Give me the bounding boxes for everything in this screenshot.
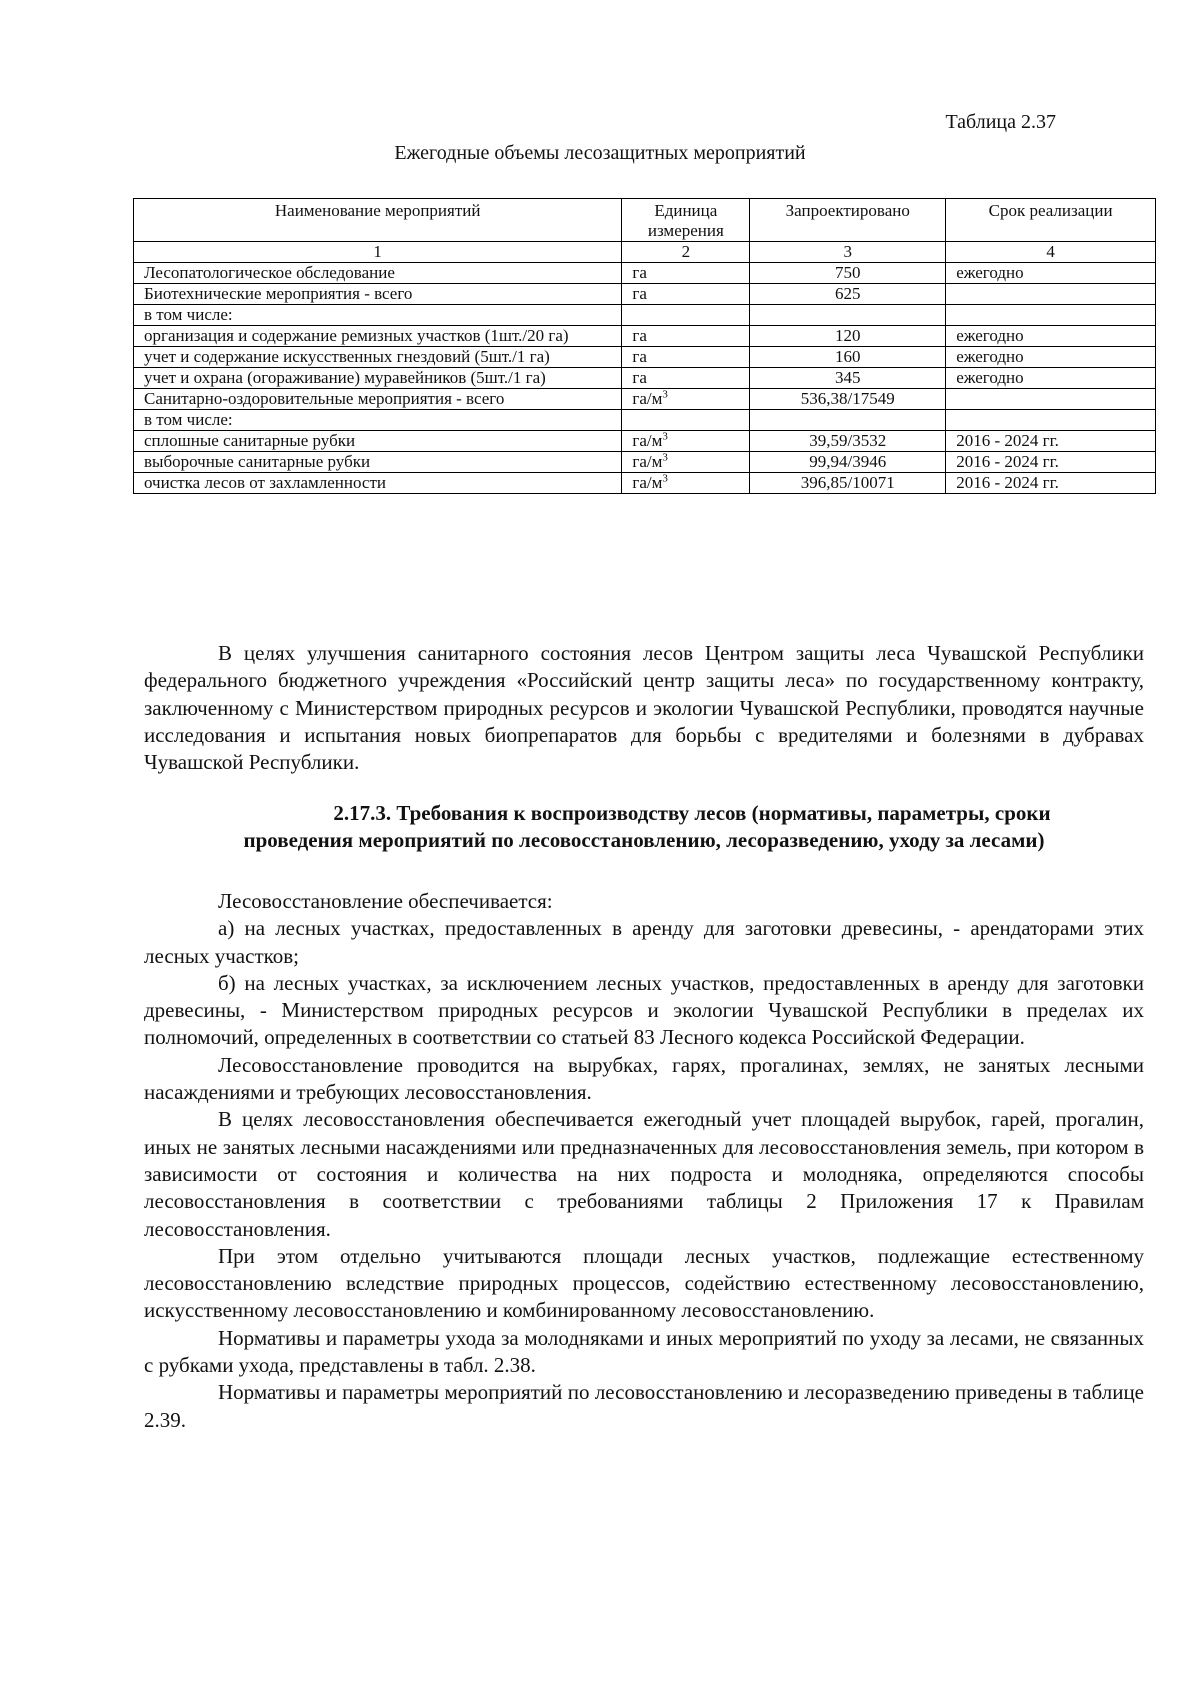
unit-superscript: 3 [662,451,668,464]
cell-term: ежегодно [946,263,1156,284]
main-text [144,888,1144,1434]
unit-superscript: 3 [662,388,668,401]
col-number: 1 [134,242,622,263]
cell-term: 2016 - 2024 гг. [946,431,1156,452]
cell-planned: 536,38/17549 [750,389,946,410]
unit-text: га [632,368,647,387]
cell-name: выборочные санитарные рубки [134,452,622,473]
cell-name: Санитарно-оздоровительные мероприятия - всего [134,389,622,410]
cell-name: учет и содержание искусственных гнездовий (5шт./1 га) [134,347,622,368]
table-body [134,263,1156,494]
cell-planned: 750 [750,263,946,284]
cell-term: 2016 - 2024 гг. [946,473,1156,494]
cell-planned: 625 [750,284,946,305]
table-row [134,452,1156,473]
cell-name: в том числе: [134,410,622,431]
cell-unit [622,263,750,284]
cell-unit [622,389,750,410]
paragraph: Нормативы и параметры ухода за молодняками и иных мероприятий по уходу за лесами, не связанных с рубками ухода, представлены в табл. 2.38. [144,1325,1144,1378]
table-row [134,473,1156,494]
cell-planned [750,410,946,431]
col-number: 3 [750,242,946,263]
paragraph: б) на лесных участках, за исключением лесных участков, предоставленных в аренду для заготовки древесины, - Министерством природных ресурсов и экологии Чувашской Республики в пределах их полномочий, определенных в соответствии со статьей 83 Лесного кодекса Российской Федерации. [144,970,1144,1050]
section-heading-line: 2.17.3. Требования к воспроизводству лесов (нормативы, параметры, сроки [333,801,1051,825]
header-unit: Единица измерения [622,199,750,242]
cell-planned: 99,94/3946 [750,452,946,473]
cell-term [946,284,1156,305]
cell-name: в том числе: [134,305,622,326]
unit-text: га/м [632,431,663,450]
cell-planned: 345 [750,368,946,389]
intro-text [144,640,1144,776]
col-number: 2 [622,242,750,263]
cell-unit [622,305,750,326]
cell-name: Биотехнические мероприятия - всего [134,284,622,305]
header-term: Срок реализации [946,199,1156,242]
cell-term [946,389,1156,410]
col-number: 4 [946,242,1156,263]
section-heading [144,800,1144,854]
intro-paragraph: В целях улучшения санитарного состояния лесов Центром защиты леса Чувашской Республики федерального бюджетного учреждения «Российский центр защиты леса» по государственному контракту, заключенному с Министерством природных ресурсов и экологии Чувашской Республики, проводятся научные исследования и испытания новых биопрепаратов для борьбы с вредителями и болезнями в дубравах Чувашской Республики. [144,641,1144,775]
unit-text: га/м [632,389,663,408]
unit-text: га [632,347,647,366]
cell-term: 2016 - 2024 гг. [946,452,1156,473]
unit-text: га [632,326,647,345]
cell-unit [622,410,750,431]
cell-term: ежегодно [946,326,1156,347]
section-heading-line: проведения мероприятий по лесовосстановлению, лесоразведению, уходу за лесами) [243,828,1045,852]
unit-text: га/м [632,452,663,471]
cell-name: учет и охрана (огораживание) муравейников (5шт./1 га) [134,368,622,389]
paragraph: Лесовосстановление проводится на вырубках, гарях, прогалинах, землях, не занятых лесными насаждениями и требующих лесовосстановления. [144,1052,1144,1105]
table-row [134,263,1156,284]
cell-planned [750,305,946,326]
table-row [134,410,1156,431]
unit-superscript: 3 [662,430,668,443]
table-header-row [134,199,1156,242]
cell-planned: 396,85/10071 [750,473,946,494]
header-name: Наименование мероприятий [134,199,622,242]
table-caption: Таблица 2.37 [945,111,1056,133]
paragraph: Нормативы и параметры мероприятий по лесовосстановлению и лесоразведению приведены в таблице 2.39. [144,1380,1144,1432]
table-row [134,347,1156,368]
cell-planned: 120 [750,326,946,347]
cell-term [946,410,1156,431]
cell-unit [622,452,750,473]
table-title: Ежегодные объемы лесозащитных мероприятий [394,142,806,164]
cell-planned: 39,59/3532 [750,431,946,452]
unit-superscript: 3 [662,472,668,485]
table-row [134,305,1156,326]
unit-text: га [632,263,647,282]
table-row [134,368,1156,389]
column-number-row [134,242,1156,263]
cell-name: организация и содержание ремизных участков (1шт./20 га) [134,326,622,347]
cell-unit [622,326,750,347]
cell-unit [622,368,750,389]
cell-name: Лесопатологическое обследование [134,263,622,284]
paragraph: В целях лесовосстановления обеспечивается ежегодный учет площадей вырубок, гарей, прогалин, иных не занятых лесными насаждениями или предназначенных для лесовосстановления земель, при котором в зависимости от состояния и количества на них подроста и молодняка, определяются способы лесовосстановления в соответствии с требованиями таблицы 2 Приложения 17 к Правилам лесовосстановления. [144,1107,1144,1241]
cell-unit [622,284,750,305]
cell-name: очистка лесов от захламленности [134,473,622,494]
unit-text: га [632,284,647,303]
paragraph: При этом отдельно учитываются площади лесных участков, подлежащие естественному лесовосстановлению вследствие природных процессов, содействию естественному лесовосстановлению, искусственному лесовосстановлению и комбинированному лесовосстановлению. [144,1243,1144,1323]
table-row [134,389,1156,410]
table-row [134,431,1156,452]
paragraph: а) на лесных участках, предоставленных в аренду для заготовки древесины, - арендаторами этих лесных участков; [144,916,1144,968]
header-planned: Запроектировано [750,199,946,242]
cell-term: ежегодно [946,368,1156,389]
cell-unit [622,473,750,494]
cell-unit [622,347,750,368]
table-row [134,326,1156,347]
table-row [134,284,1156,305]
cell-term [946,305,1156,326]
cell-planned: 160 [750,347,946,368]
measures-table [133,198,1156,494]
unit-text: га/м [632,473,663,492]
paragraph: Лесовосстановление обеспечивается: [218,889,553,913]
cell-term: ежегодно [946,347,1156,368]
cell-unit [622,431,750,452]
cell-name: сплошные санитарные рубки [134,431,622,452]
